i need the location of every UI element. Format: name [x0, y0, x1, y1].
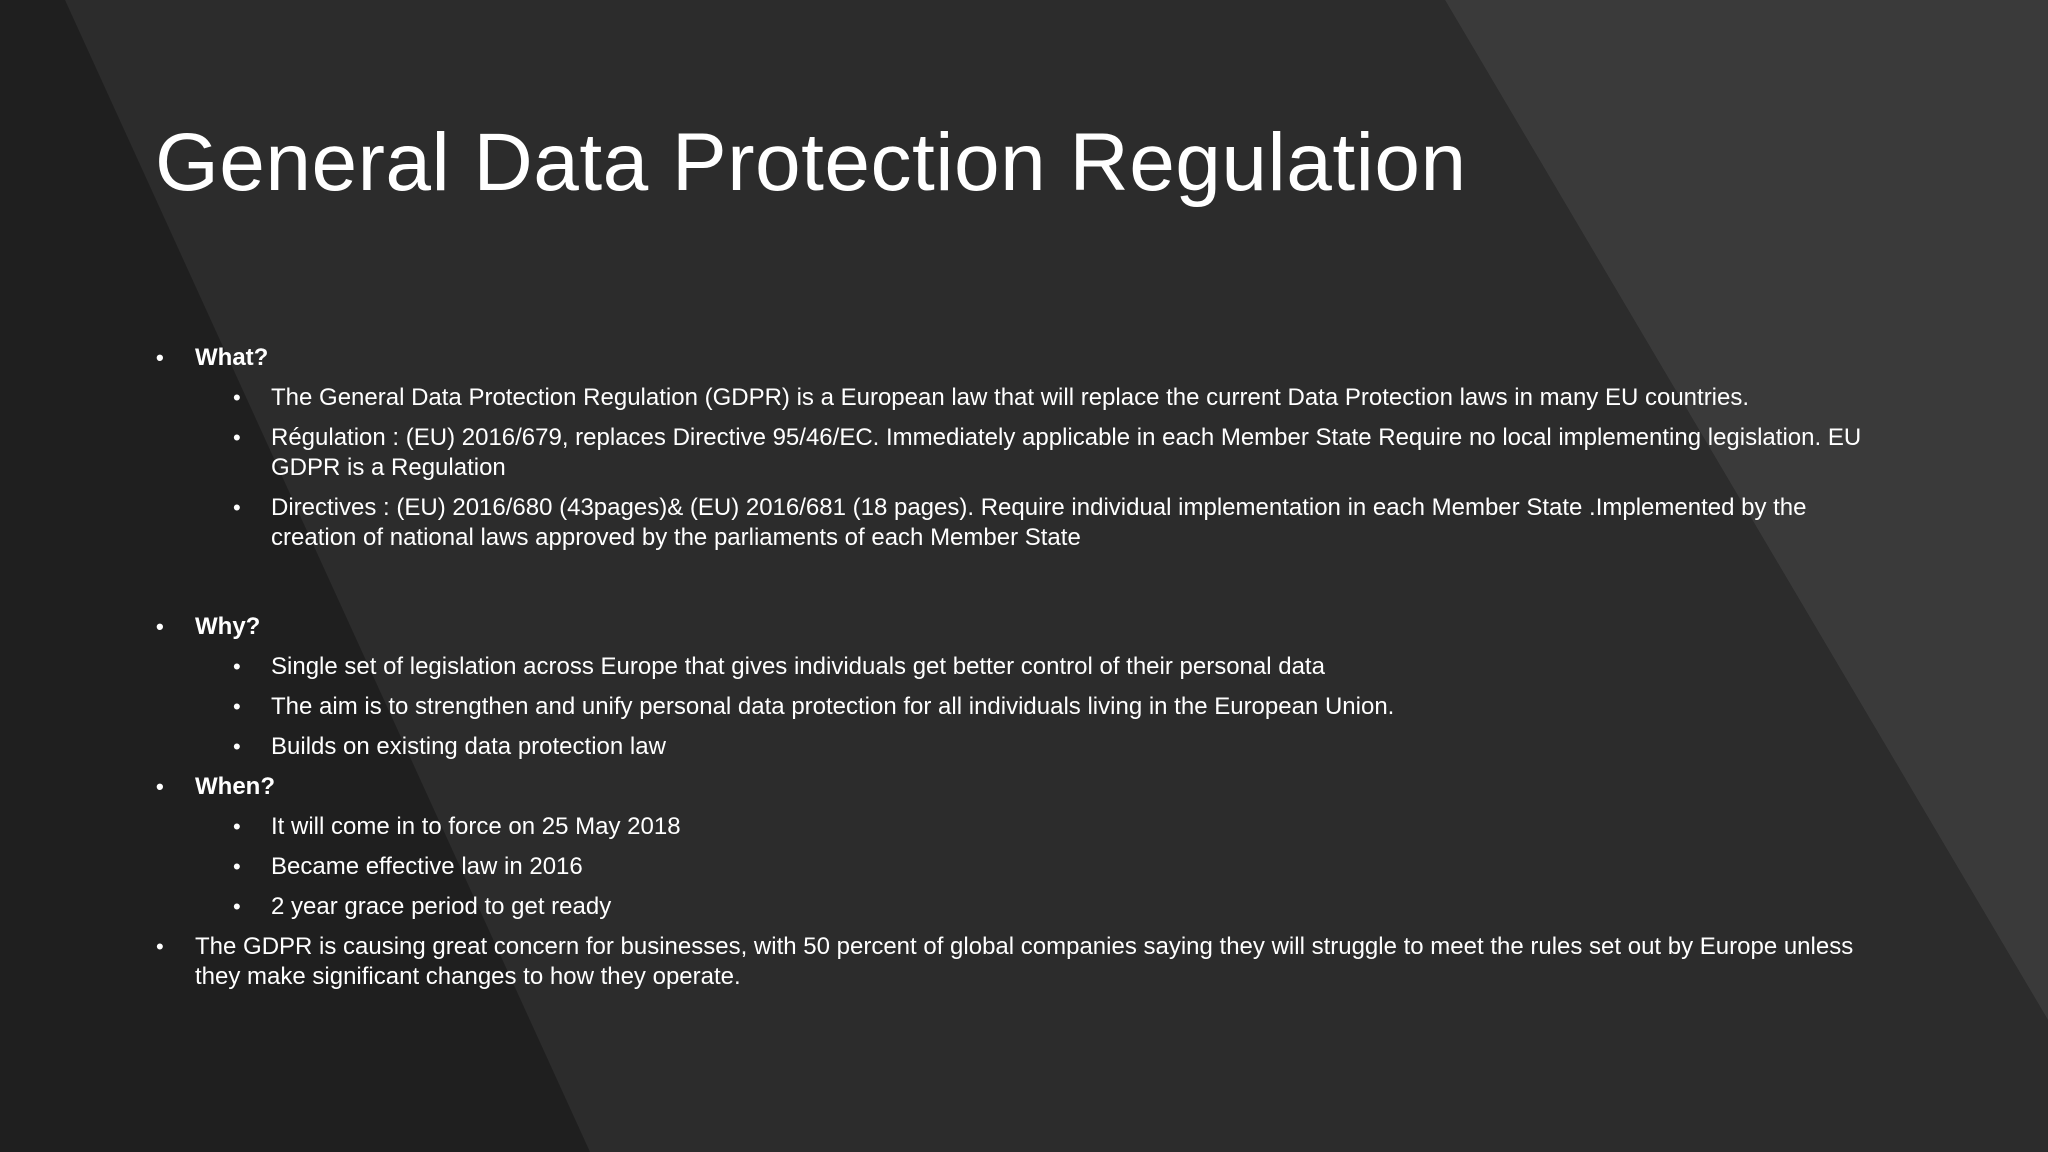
- section-heading-what: • What?: [150, 343, 1870, 373]
- why-item: • Builds on existing data protection law: [227, 732, 1870, 762]
- what-item: • Directives : (EU) 2016/680 (43pages)& (EU) 2016/681 (18 pages). Require individual implementation in each Member State .Implemented by the creation of national laws approved by the parliaments of each Member State: [227, 493, 1870, 553]
- concern-bullet: • The GDPR is causing great concern for businesses, with 50 percent of global companies saying they will struggle to meet the rules set out by Europe unless they make significant changes to how they operate.: [150, 932, 1870, 992]
- why-item: • Single set of legislation across Europe that gives individuals get better control of their personal data: [227, 652, 1870, 682]
- why-item: • The aim is to strengthen and unify personal data protection for all individuals living in the European Union.: [227, 692, 1870, 722]
- what-item: • The General Data Protection Regulation (GDPR) is a European law that will replace the current Data Protection laws in many EU countries.: [227, 383, 1870, 413]
- slide-title: General Data Protection Regulation: [155, 117, 1467, 208]
- what-item: • Régulation : (EU) 2016/679, replaces Directive 95/46/EC. Immediately applicable in each Member State Require no local implementing legislation. EU GDPR is a Regulation: [227, 423, 1870, 483]
- section-heading-when: • When?: [150, 772, 1870, 802]
- slide-content: [150, 343, 1870, 1002]
- when-item: • Became effective law in 2016: [227, 852, 1870, 882]
- section-heading-why: • Why?: [150, 612, 1870, 642]
- spacer: [150, 563, 1870, 612]
- when-item: • It will come in to force on 25 May 2018: [227, 812, 1870, 842]
- when-item: • 2 year grace period to get ready: [227, 892, 1870, 922]
